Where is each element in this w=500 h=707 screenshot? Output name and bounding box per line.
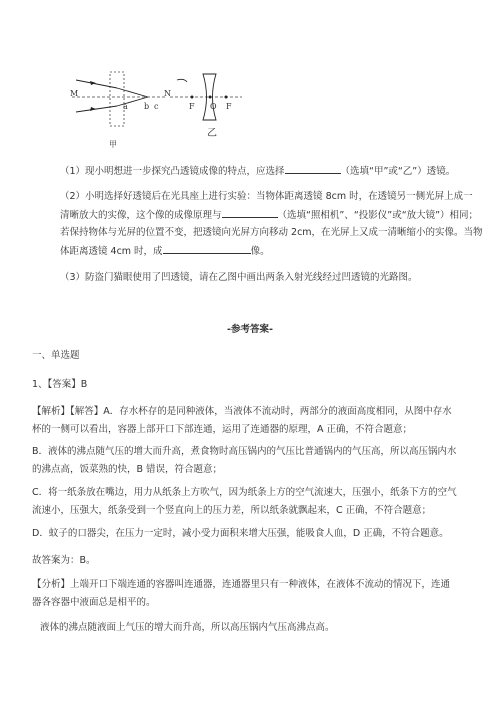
label-yi: 乙 — [207, 128, 217, 139]
label-n: N — [164, 89, 171, 98]
q2-line-4 — [60, 241, 270, 261]
option-b-line-1: B．液体的沸点随气压的增大而升高，煮食物时高压锅内的气压比普通锅内的气压高，所以高压锅内水 — [32, 446, 457, 457]
q2-line-1: （2）小明选择好透镜后在光具座上进行实验：当物体距离透镜 8cm 时，在透镜另一侧光屏上成一 — [60, 191, 473, 202]
label-a: a — [123, 102, 128, 111]
analysis-line-2: 杯的一侧可以看出，容器上部开口下部连通，运用了连通器的原理，A 正确，不符合题意； — [32, 424, 413, 435]
q2-line-3: 若保持物体与光屏的位置不变，把透镜向光屏方向移动 2cm，在光屏上又成一清晰缩小的实像。当物 — [60, 227, 483, 238]
option-b-line-2: 的沸点高，饭菜熟的快，B 错误，符合题意； — [32, 464, 223, 475]
fenxi-line-1: 【分析】上端开口下端连通的容器叫连通器，连通器里只有一种液体，在液体不流动的情况下，连通 — [32, 579, 451, 590]
answer-item-1: 1、【答案】B — [32, 379, 88, 390]
q2-line2-pre: 清晰放大的实像，这个像的成像原理与 — [60, 210, 222, 221]
focus-right-dot — [225, 96, 228, 99]
fenxi-line-2: 器各容器中液面总是相平的。 — [32, 597, 156, 608]
option-c-line-2: 流速小，压强大，纸条受到一个竖直向上的压力差，所以纸条就飘起来，C 正确，不符合题意； — [32, 505, 432, 516]
conclusion: 故答案为：B。 — [32, 555, 96, 566]
label-jia: 甲 — [109, 140, 117, 149]
hook-mark — [177, 79, 187, 82]
ray-1 — [76, 80, 117, 88]
ray-2 — [76, 106, 117, 112]
q1-blank — [285, 161, 341, 174]
q2-blank-1 — [222, 205, 278, 218]
answers-title: -参考答案- — [227, 324, 273, 335]
question-1 — [60, 161, 455, 181]
section-heading: 一、单选题 — [32, 350, 80, 361]
option-c-line-1: C．将一纸条放在嘴边，用力从纸条上方吹气，因为纸条上方的空气流速大，压强小，纸条下方的空气 — [32, 487, 457, 498]
lens-figure — [66, 66, 246, 156]
label-f-right: F — [226, 102, 232, 111]
analysis-line-1: 【解析】【解答】A．存水杯存的是同种液体，当液体不流动时，两部分的液面高度相同，从图中存水 — [32, 406, 452, 417]
question-3: （3）防盗门猫眼使用了凹透镜，请在乙图中画出两条入射光线经过凹透镜的光路图。 — [60, 272, 418, 283]
arrow-ray-1 — [90, 81, 96, 85]
lens-box-jia — [110, 72, 124, 126]
last-line: 液体的沸点随液面上气压的增大而升高，所以高压锅内气压高沸点高。 — [40, 622, 335, 633]
ray-1-refracted — [117, 88, 148, 97]
q2-line2-post: （选填“照相机”、“投影仪”或“放大镜”）相同； — [277, 210, 479, 221]
q2-line-2 — [60, 205, 478, 225]
q1-text-post: （选填“甲”或“乙”）透镜。 — [340, 166, 456, 177]
option-d-line-1: D．蚊子的口器尖，在压力一定时，减小受力面积来增大压强，能吸食人血，D 正确，不符合题意。 — [32, 528, 449, 539]
label-b: b — [144, 102, 150, 111]
arrow-ray-2 — [90, 107, 96, 111]
label-c: c — [154, 102, 159, 111]
q2-line4-post: 像。 — [250, 246, 270, 257]
optical-center-dot — [209, 96, 212, 99]
label-o: O — [210, 102, 217, 111]
q2-line4-pre: 体距离透镜 4cm 时，成 — [60, 246, 163, 257]
focus-left-dot — [191, 96, 194, 99]
label-m: M — [70, 89, 79, 98]
q2-blank-2 — [163, 241, 251, 254]
label-f-left: F — [189, 102, 195, 111]
q1-text-pre: （1）现小明想进一步探究凸透镜成像的特点，应选择 — [60, 166, 285, 177]
